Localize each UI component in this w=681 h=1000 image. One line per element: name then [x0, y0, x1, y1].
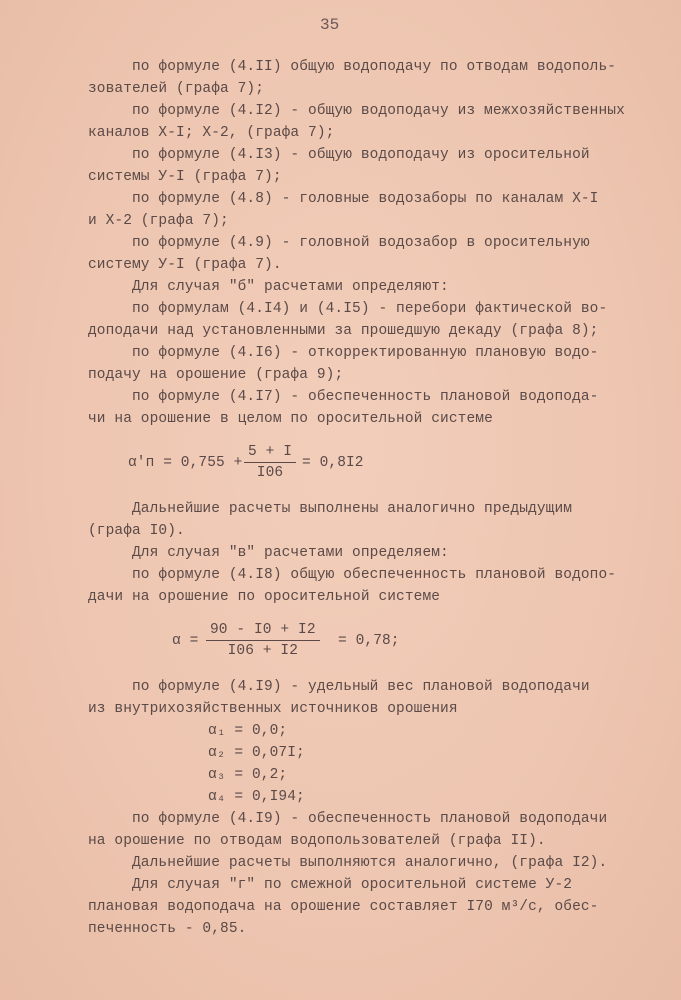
formula-2-denominator: I06 + I2 [227, 643, 299, 659]
formula-2-fraction [206, 620, 320, 661]
text-line: плановая водоподача на орошение составляет I70 м³/с, обес- [88, 899, 599, 915]
spacer [88, 486, 628, 498]
text-line: по формуле (4.I8) общую обеспеченность плановой водопо- [132, 567, 617, 583]
text-line: Для случая "в" расчетами определяем: [132, 545, 449, 561]
formula-1-numerator: 5 + I [244, 442, 296, 463]
text-line: по формуле (4.I3) - общую водоподачу из оросительной [132, 147, 590, 163]
formula-1-denominator: I06 [256, 465, 284, 481]
text-line: зователей (графа 7); [88, 81, 265, 97]
page-content [88, 56, 628, 940]
text-line: по формуле (4.I9) - удельный вес плановой водоподачи [132, 679, 590, 695]
text-line: подачу на орошение (графа 9); [88, 367, 344, 383]
formula-1-lhs: α'п = 0,755 + [128, 455, 243, 471]
text-line: Дальнейшие расчеты выполняются аналогично, (графа I2). [132, 855, 608, 871]
text-line: по формуле (4.I7) - обеспеченность плановой водопода- [132, 389, 599, 405]
text-block-1 [88, 56, 628, 430]
spacer [88, 430, 628, 442]
alpha-value: α₁ = 0,0; [208, 723, 288, 739]
text-block-3 [88, 676, 628, 720]
text-line: по формуле (4.I2) - общую водоподачу из межхозяйственных [132, 103, 625, 119]
text-line: Для случая "г" по смежной оросительной системе У-2 [132, 877, 573, 893]
text-line: системы У-I (графа 7); [88, 169, 282, 185]
text-line: по формуле (4.I9) - обеспеченность плановой водоподачи [132, 811, 608, 827]
text-line: по формуле (4.8) - головные водозаборы по каналам Х-I [132, 191, 599, 207]
spacer [88, 608, 628, 620]
text-line: систему У-I (графа 7). [88, 257, 282, 273]
formula-1-result: = 0,8I2 [302, 455, 364, 471]
text-line: по формуле (4.9) - головной водозабор в оросительную [132, 235, 590, 251]
formula-alpha [88, 620, 628, 664]
spacer [88, 664, 628, 676]
text-block-4 [88, 808, 628, 940]
text-line: доподачи над установленными за прошедшую декаду (графа 8); [88, 323, 599, 339]
text-line: по формулам (4.I4) и (4.I5) - перебори фактической во- [132, 301, 608, 317]
alpha-values-list [88, 720, 628, 808]
text-block-2 [88, 498, 628, 608]
formula-2-lhs: α = [172, 633, 199, 649]
text-line: дачи на орошение по оросительной системе [88, 589, 441, 605]
text-line: на орошение по отводам водопользователей (графа II). [88, 833, 546, 849]
alpha-value: α₂ = 0,07I; [208, 745, 305, 761]
text-line: и Х-2 (графа 7); [88, 213, 229, 229]
alpha-value: α₄ = 0,I94; [208, 789, 305, 805]
text-line: (графа I0). [88, 523, 185, 539]
alpha-value: α₃ = 0,2; [208, 767, 288, 783]
text-line: по формуле (4.I6) - откорректированную плановую водо- [132, 345, 599, 361]
text-line: из внутрихозяйственных источников орошения [88, 701, 458, 717]
page-number: 35 [320, 16, 340, 34]
text-line: печенность - 0,85. [88, 921, 247, 937]
text-line: по формуле (4.II) общую водоподачу по отводам водополь- [132, 59, 617, 75]
text-line: каналов Х-I; Х-2, (графа 7); [88, 125, 335, 141]
text-line: Для случая "б" расчетами определяют: [132, 279, 449, 295]
formula-1-fraction [244, 442, 296, 483]
text-line: чи на орошение в целом по оросительной системе [88, 411, 493, 427]
formula-2-result: = 0,78; [338, 633, 400, 649]
formula-2-numerator: 90 - I0 + I2 [206, 620, 320, 641]
text-line: Дальнейшие расчеты выполнены аналогично предыдущим [132, 501, 573, 517]
formula-alpha-n [88, 442, 628, 486]
